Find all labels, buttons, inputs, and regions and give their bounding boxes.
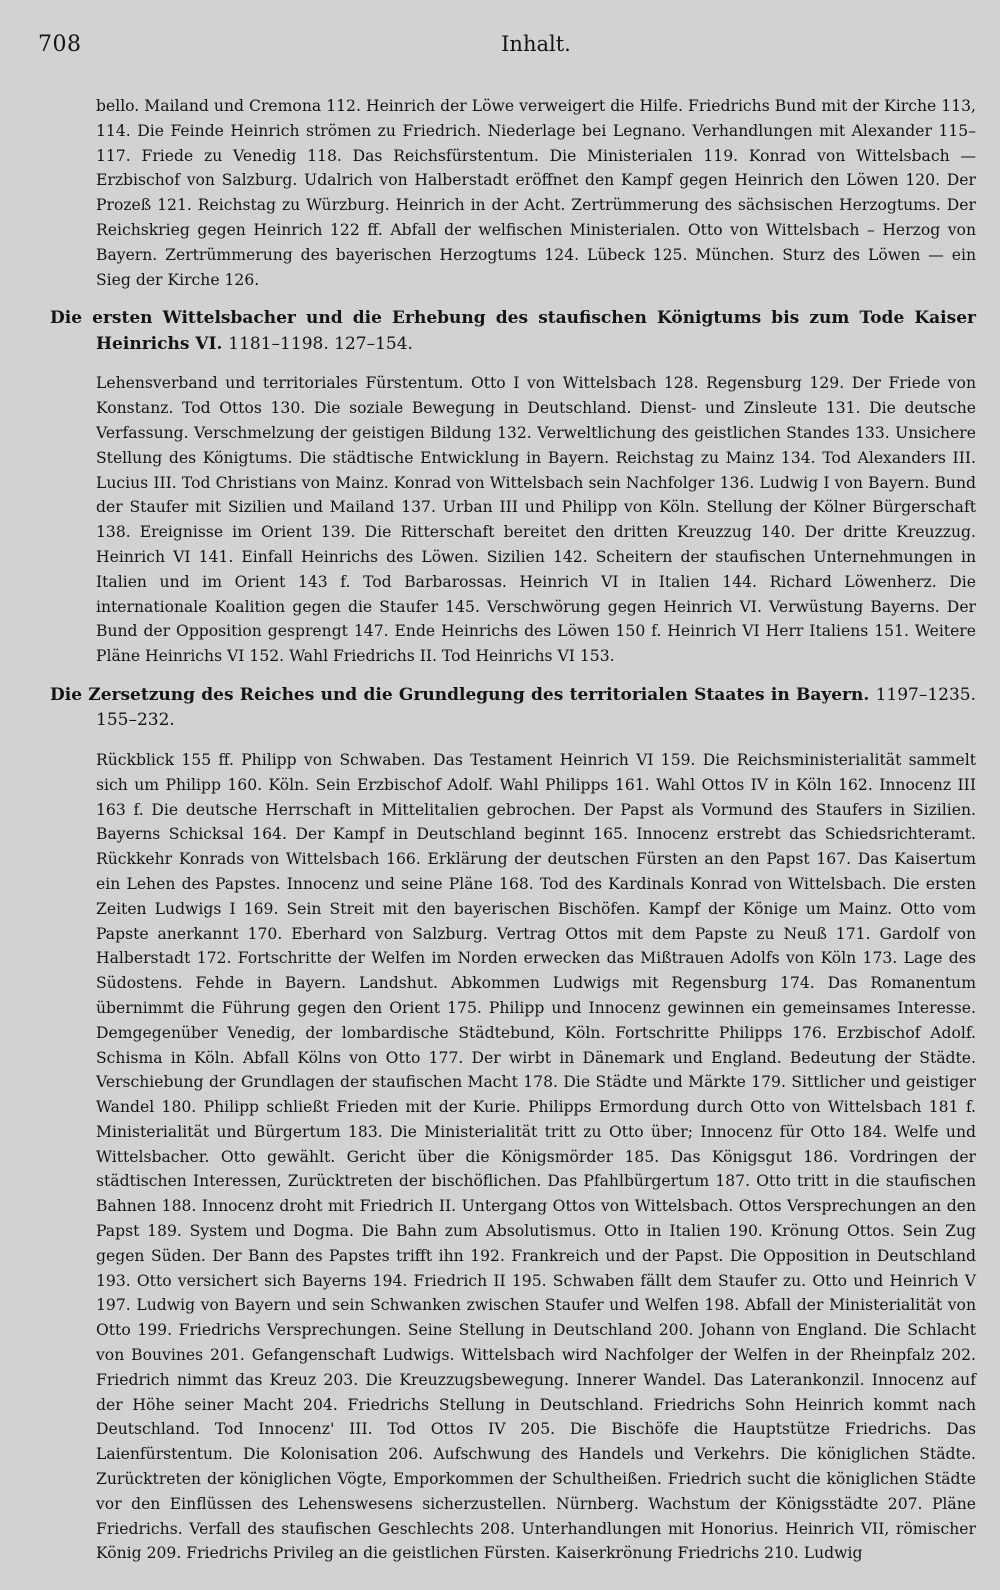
running-head — [38, 26, 976, 66]
section-heading-title: Die ersten Wittelsbacher und die Erhebung des staufischen Königtums bis zum Tode Kaiser Heinrichs VI. — [50, 308, 976, 354]
section-first-wittelsbacher — [50, 306, 976, 669]
section-text: Rückblick 155 ff. Philipp von Schwaben. Das Testament Heinrich VI 159. Die Reichsministerialität sammelt sich um Philipp 160. Köln. Sein Erzbischof Adolf. Wahl Philipps 161. Wahl Ottos IV in Köln 162. Innocenz III 163 f. Die deutsche Herrschaft in Mittelitalien gebrochen. Der Papst als Vormund des Staufers in Sizilien. Bayerns Schicksal 164. Der Kampf in Deutschland beginnt 165. Innocenz erstrebt das Schiedsrichteramt. Rückkehr Konrads von Wittelsbach 166. Erklärung der deutschen Fürsten an den Papst 167. Das Kaisertum ein Lehen des Papstes. Innocenz und seine Pläne 168. Tod des Kardinals Konrad von Wittelsbach. Die ersten Zeiten Ludwigs I 169. Sein Streit mit den bayerischen Bischöfen. Kampf der Könige um Mainz. Otto vom Papste anerkannt 170. Eberhard von Salzburg. Vertrag Ottos mit dem Papste zu Neuß 171. Gardolf von Halberstadt 172. Fortschritte der Welfen im Norden erwecken das Mißtrauen Adolfs von Köln 173. Lage des Südostens. Fehde in Bayern. Landshut. Abkommen Ludwigs mit Regensburg 174. Das Romanentum übernimmt die Führung gegen den Orient 175. Philipp und Innocenz gewinnen ein gemeinsames Interesse. Demgegenüber Venedig, der lombardische Städtebund, Köln. Fortschritte Philipps 176. Erzbischof Adolf. Schisma in Köln. Abfall Kölns von Otto 177. Der wirbt in Dänemark und England. Bedeutung der Städte. Verschiebung der Grundlagen der staufischen Macht 178. Die Städte und Märkte 179. Sittlicher und geistiger Wandel 180. Philipp schließt Frieden mit der Kurie. Philipps Ermordung durch Otto von Wittelsbach 181 f. Ministerialität und Bürgertum 183. Die Ministerialität tritt zu Otto über; Innocenz für Otto 184. Welfe und Wittelsbacher. Otto gewählt. Gericht über die Königsmörder 185. Das Königsgut 186. Vordringen der städtischen Interessen, Zurücktreten der bischöflichen. Das Pfahlbürgertum 187. Otto tritt in die staufischen Bahnen 188. Innocenz droht mit Friedrich II. Untergang Ottos von Wittelsbach. Ottos Versprechungen an den Papst 189. System und Dogma. Die Bahn zum Absolutismus. Otto in Italien 190. Krönung Ottos. Sein Zug gegen Süden. Der Bann des Papstes trifft ihn 192. Frankreich und der Papst. Die Opposition in Deutschland 193. Otto versichert sich Bayerns 194. Friedrich II 195. Schwaben fällt dem Staufer zu. Otto und Heinrich V 197. Ludwig von Bayern und sein Schwanken zwischen Staufer und Welfen 198. Abfall der Ministerialität von Otto 199. Friedrichs Versprechungen. Seine Stellung in Deutschland 200. Johann von England. Die Schlacht von Bouvines 201. Gefangenschaft Ludwigs. Wittelsbach wird Nachfolger der Welfen in der Rheinpfalz 202. Friedrich nimmt das Kreuz 203. Die Kreuzzugsbewegung. Innerer Wandel. Das Laterankonzil. Innocenz auf der Höhe seiner Macht 204. Friedrichs Stellung in Deutschland. Friedrichs Sohn Heinrich kommt nach Deutschland. Tod Innocenz' III. Tod Ottos IV 205. Die Bischöfe die Hauptstütze Friedrichs. Das Laienfürstentum. Die Kolonisation 206. Aufschwung des Handels und Verkehrs. Die königlichen Städte. Zurücktreten der königlichen Vögte, Emporkommen der Schultheißen. Friedrich sucht die königlichen Städte vor den Einflüssen des Lehenswesens sicherzustellen. Nürnberg. Wachstum der Königsstädte 207. Pläne Friedrichs. Verfall des staufischen Geschlechts 208. Unterhandlungen mit Honorius. Heinrich VII, römischer König 209. Friedrichs Privileg an die geistlichen Fürsten. Kaiserkrönung Friedrichs 210. Ludwig — [96, 750, 976, 1563]
intro-paragraph: bello. Mailand und Cremona 112. Heinrich der Löwe verweigert die Hilfe. Friedrichs Bund mit der Kirche 113, 114. Die Feinde Heinrich strömen zu Friedrich. Niederlage bei Legnano. Verhandlungen mit Alexander 115–117. Friede zu Venedig 118. Das Reichsfürstentum. Die Ministerialen 119. Konrad von Wittelsbach — Erzbischof von Salzburg. Udalrich von Halberstadt eröffnet den Kampf gegen Heinrich den Löwen 120. Der Prozeß 121. Reichstag zu Würzburg. Heinrich in der Acht. Zertrümmerung des sächsischen Herzogtums. Der Reichskrieg gegen Heinrich 122 ff. Abfall der welfischen Ministerialen. Otto von Wittelsbach – Herzog von Bayern. Zertrümmerung des bayerischen Herzogtums 124. Lübeck 125. München. Sturz des Löwen — ein Sieg der Kirche 126. — [96, 97, 976, 289]
section-heading — [50, 306, 976, 357]
running-title: Inhalt. — [501, 32, 571, 56]
section-heading-range: 1181–1198. 127–154. — [228, 333, 413, 354]
section-heading-range: 1197–1235. 155–232. — [96, 684, 976, 731]
page-number: 708 — [38, 32, 82, 57]
section-text: Lehensverband und territoriales Fürstentum. Otto I von Wittelsbach 128. Regensburg 129. Der Friede von Konstanz. Tod Ottos 130. Die soziale Bewegung in Deutschland. Dienst- und Zinsleute 131. Die deutsche Verfassung. Verschmelzung der geistigen Bildung 132. Verweltlichung des geistlichen Standes 133. Unsichere Stellung des Königtums. Die städtische Entwicklung in Bayern. Reichstag zu Mainz 134. Tod Alexanders III. Lucius III. Tod Christians von Mainz. Konrad von Wittelsbach sein Nachfolger 136. Ludwig I von Bayern. Bund der Staufer mit Sizilien und Mailand 137. Urban III und Philipp von Köln. Stellung der Kölner Bürgerschaft 138. Ereignisse im Orient 139. Die Ritterschaft bereitet den dritten Kreuzzug 140. Der dritte Kreuzzug. Heinrich VI 141. Einfall Heinrichs des Löwen. Sizilien 142. Scheitern der staufischen Unternehmungen in Italien und im Orient 143 f. Tod Barbarossas. Heinrich VI in Italien 144. Richard Löwenherz. Die internationale Koalition gegen die Staufer 145. Verschwörung gegen Heinrich VI. Verwüstung Bayerns. Der Bund der Opposition gesprengt 147. Ende Heinrichs des Löwen 150 f. Heinrich VI Herr Italiens 151. Weitere Pläne Heinrichs VI 152. Wahl Friedrichs II. Tod Heinrichs VI 153. — [96, 374, 976, 666]
section-heading — [50, 683, 976, 734]
section-heading-title: Die Zersetzung des Reiches und die Grundlegung des territorialen Staates in Bayern. — [50, 684, 870, 705]
section-zersetzung-des-reiches — [50, 683, 976, 1566]
